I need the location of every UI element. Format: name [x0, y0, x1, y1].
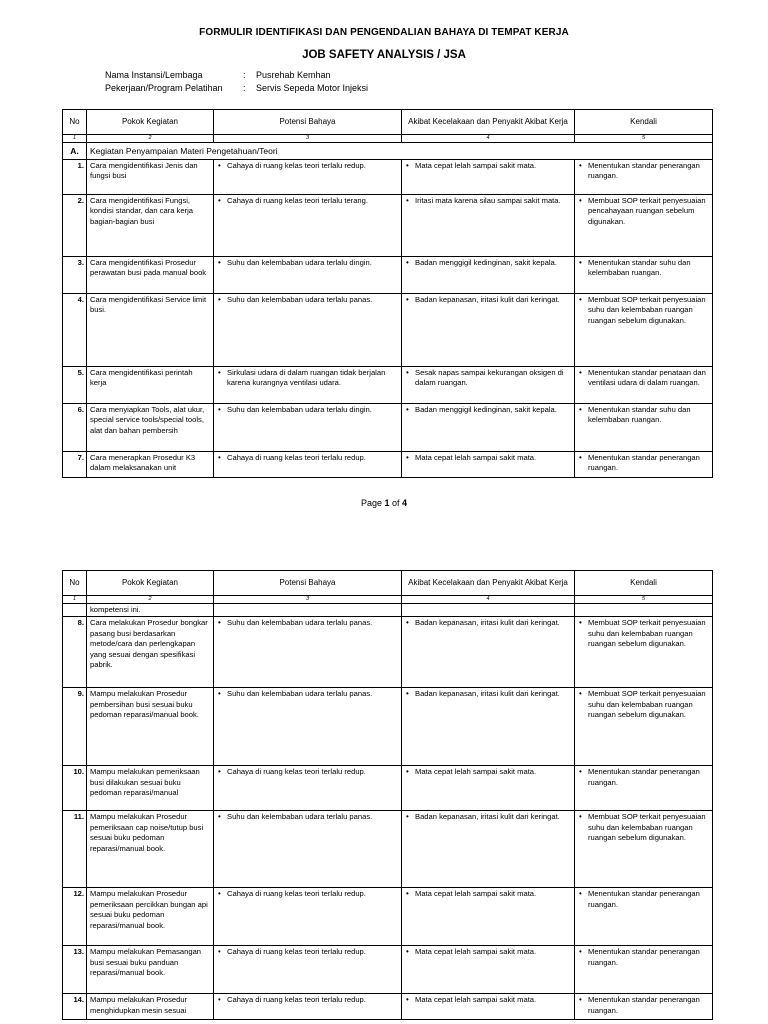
page-total: 4	[402, 498, 408, 508]
continuation-text: kompetensi ini.	[87, 604, 214, 617]
row-kegiatan	[87, 367, 214, 404]
row-kendali-text: • Menentukan standar penerangan ruangan.	[578, 995, 709, 1016]
row-kegiatan-text: Mampu melakukan Prosedur pemeriksaan percikkan bungan api sesuai buku pedoman reparasi/manual book.	[90, 889, 208, 930]
row-number-text: 3.	[77, 258, 84, 267]
row-akibat-text: • Mata cepat lelah sampai sakit mata.	[405, 161, 571, 171]
row-kendali-text: • Membuat SOP terkait penyesuaian suhu dan kelembaban ruangan ruangan sebelum digunakan.	[578, 689, 709, 720]
page-current: 1	[384, 498, 390, 508]
col-index: 3	[214, 596, 402, 604]
row-number	[63, 811, 87, 888]
row-kendali	[575, 452, 713, 478]
row-akibat	[402, 811, 575, 888]
page-footer	[0, 498, 768, 508]
row-bahaya-text: • Cahaya di ruang kelas teori terlalu redup.	[217, 767, 398, 777]
row-kendali	[575, 257, 713, 294]
row-bahaya	[214, 766, 402, 811]
row-kegiatan-text: Cara mengidentifikasi Jenis dan fungsi busi	[90, 161, 198, 181]
row-kegiatan	[87, 294, 214, 367]
row-number	[63, 888, 87, 946]
col-header-kegiatan: Pokok Kegiatan	[87, 110, 214, 135]
row-akibat	[402, 294, 575, 367]
row-kendali	[575, 888, 713, 946]
row-kendali	[575, 367, 713, 404]
row-kendali-text: • Membuat SOP terkait penyesuaian suhu dan kelembaban ruangan ruangan sebelum digunakan.	[578, 295, 709, 326]
form-title: FORMULIR IDENTIFIKASI DAN PENGENDALIAN BAHAYA DI TEMPAT KERJA	[199, 27, 569, 38]
row-bahaya	[214, 811, 402, 888]
row-kegiatan-text: Mampu melakukan Pemasangan busi sesuai buku panduan reparasi/manual book.	[90, 947, 202, 978]
row-akibat	[402, 452, 575, 478]
row-number-text: 12.	[73, 889, 84, 899]
row-kendali	[575, 294, 713, 367]
row-kegiatan	[87, 766, 214, 811]
row-number	[63, 946, 87, 994]
row-bahaya-text: • Sirkulasi udara di dalam ruangan tidak berjalan karena kurangnya ventilasi udara.	[217, 368, 398, 389]
table-row	[63, 367, 713, 404]
row-kegiatan	[87, 688, 214, 766]
row-kegiatan	[87, 888, 214, 946]
row-kegiatan	[87, 811, 214, 888]
row-kendali-text: • Menentukan standar penerangan ruangan.	[578, 947, 709, 968]
row-kegiatan-text: Mampu melakukan Prosedur pemeriksaan cap noise/tutup busi sesuai buku pedoman reparasi/manual book.	[90, 812, 204, 853]
row-akibat-text: • Mata cepat lelah sampai sakit mata.	[405, 947, 571, 957]
meta-key: Nama Instansi/Lembaga	[105, 70, 203, 80]
page-prefix: Page	[360, 498, 385, 508]
row-bahaya-text: • Suhu dan kelembaban udara terlalu panas.	[217, 812, 398, 822]
col-index: 1	[63, 596, 87, 604]
row-kendali-text: • Membuat SOP terkait penyesuaian suhu dan kelembaban ruangan ruangan sebelum digunakan.	[578, 618, 709, 649]
section-title: Kegiatan Penyampaian Materi Pengetahuan/Teori	[87, 143, 713, 160]
col-index: 4	[402, 596, 575, 604]
row-kegiatan	[87, 404, 214, 452]
row-akibat	[402, 160, 575, 195]
row-kendali-text: • Menentukan standar penerangan ruangan.	[578, 161, 709, 182]
row-bahaya-text: • Cahaya di ruang kelas teori terlalu redup.	[217, 453, 398, 463]
col-header-akibat: Akibat Kecelakaan dan Penyakit Akibat Kerja	[402, 571, 575, 596]
row-bahaya	[214, 888, 402, 946]
col-header-no: No	[63, 571, 87, 596]
col-header-no: No	[63, 110, 87, 135]
row-bahaya	[214, 946, 402, 994]
row-kendali-text: • Menentukan standar penerangan ruangan.	[578, 889, 709, 910]
empty-cell	[575, 604, 713, 617]
table-row	[63, 811, 713, 888]
row-number-text: 14.	[73, 995, 84, 1005]
row-number	[63, 452, 87, 478]
row-number-text: 13.	[73, 947, 84, 957]
row-akibat	[402, 257, 575, 294]
row-bahaya-text: • Cahaya di ruang kelas teori terlalu terang.	[217, 196, 398, 206]
table-row	[63, 160, 713, 195]
row-number	[63, 367, 87, 404]
row-kegiatan	[87, 195, 214, 257]
row-kegiatan	[87, 946, 214, 994]
table-row	[63, 195, 713, 257]
row-kendali	[575, 617, 713, 688]
row-akibat-text: • Badan kepanasan, iritasi kulit dari keringat.	[405, 812, 571, 822]
row-kegiatan	[87, 617, 214, 688]
page-middle: of	[389, 498, 403, 508]
col-header-bahaya: Potensi Bahaya	[214, 110, 402, 135]
table-row	[63, 688, 713, 766]
empty-cell	[402, 604, 575, 617]
meta-value: Pusrehab Kemhan	[256, 70, 331, 80]
row-number-text: 11.	[73, 812, 84, 822]
row-akibat	[402, 404, 575, 452]
table-row	[63, 452, 713, 478]
row-kegiatan-text: Mampu melakukan pemeriksaan busi dilakukan sesuai buku pedoman reparasi/manual	[90, 767, 200, 798]
col-index: 2	[87, 135, 214, 143]
row-bahaya-text: • Suhu dan kelembaban udara terlalu panas.	[217, 618, 398, 628]
col-index: 4	[402, 135, 575, 143]
row-bahaya-text: • Cahaya di ruang kelas teori terlalu redup.	[217, 889, 398, 899]
row-number	[63, 294, 87, 367]
row-number-text: 9.	[77, 689, 84, 699]
row-kendali	[575, 811, 713, 888]
row-akibat-text: • Iritasi mata karena silau sampai sakit mata.	[405, 196, 571, 206]
meta-row-instansi	[105, 70, 331, 80]
empty-cell	[214, 604, 402, 617]
col-index: 3	[214, 135, 402, 143]
row-kegiatan-text: Cara mengidentifikasi Fungsi, kondisi standar, dan cara kerja bagian-bagian busi	[90, 196, 193, 226]
table-row	[63, 404, 713, 452]
row-number	[63, 766, 87, 811]
row-akibat	[402, 994, 575, 1020]
col-index: 5	[575, 135, 713, 143]
col-index: 2	[87, 596, 214, 604]
col-header-akibat: Akibat Kecelakaan dan Penyakit Akibat Kerja	[402, 110, 575, 135]
row-kegiatan-text: Cara mengidentifikasi perintah kerja	[90, 368, 193, 388]
row-akibat-text: • Mata cepat lelah sampai sakit mata.	[405, 453, 571, 463]
table-row	[63, 257, 713, 294]
row-akibat	[402, 195, 575, 257]
row-kegiatan	[87, 452, 214, 478]
table-row	[63, 888, 713, 946]
jsa-table-page-1	[62, 109, 713, 478]
row-kegiatan-text: Mampu melakukan Prosedur pembersihan busi sesuai buku pedoman reparasi/manual book.	[90, 689, 199, 720]
table-row	[63, 294, 713, 367]
row-kendali	[575, 195, 713, 257]
row-akibat-text: • Mata cepat lelah sampai sakit mata.	[405, 995, 571, 1005]
row-kendali	[575, 404, 713, 452]
row-kegiatan	[87, 257, 214, 294]
row-akibat-text: • Badan menggigil kedinginan, sakit kepala.	[405, 258, 571, 268]
row-kegiatan-text: Cara menyiapkan Tools, alat ukur, special service tools/special tools, alat dan bahan pembersih	[90, 405, 205, 435]
jsa-table-page-2	[62, 570, 713, 1020]
row-akibat	[402, 367, 575, 404]
form-subtitle: JOB SAFETY ANALYSIS / JSA	[302, 49, 466, 61]
row-number	[63, 195, 87, 257]
row-kegiatan-text: Mampu melakukan Prosedur menghidupkan mesin sesuai	[90, 995, 188, 1015]
meta-row-pekerjaan	[105, 83, 368, 93]
row-bahaya	[214, 160, 402, 195]
row-number-text: 5.	[77, 368, 84, 377]
row-number-text: 4.	[77, 295, 84, 304]
row-kegiatan-text: Cara menerapkan Prosedur K3 dalam melaksanakan unit	[90, 453, 196, 473]
row-akibat-text: • Badan kepanasan, iritasi kulit dari keringat.	[405, 295, 571, 305]
row-kendali-text: • Menentukan standar penerangan ruangan.	[578, 453, 709, 474]
row-kendali	[575, 688, 713, 766]
table-row	[63, 766, 713, 811]
col-header-bahaya: Potensi Bahaya	[214, 571, 402, 596]
row-bahaya-text: • Suhu dan kelembaban udara terlalu panas.	[217, 295, 398, 305]
row-bahaya	[214, 617, 402, 688]
row-kendali	[575, 946, 713, 994]
row-number	[63, 688, 87, 766]
row-bahaya-text: • Suhu dan kelembaban udara terlalu dingin.	[217, 405, 398, 415]
row-bahaya-text: • Cahaya di ruang kelas teori terlalu redup.	[217, 161, 398, 171]
row-kegiatan-text: Cara mengidentifikasi Prosedur perawatan busi pada manual book	[90, 258, 207, 278]
row-akibat	[402, 766, 575, 811]
row-kegiatan-text: Cara mengidentifikasi Service limit busi.	[90, 295, 207, 315]
row-kendali-text: • Menentukan standar penataan dan ventilasi udara di dalam ruangan.	[578, 368, 709, 389]
row-bahaya	[214, 257, 402, 294]
row-number-text: 7.	[77, 453, 84, 462]
continuation-no	[63, 604, 87, 617]
row-akibat	[402, 946, 575, 994]
table-row	[63, 946, 713, 994]
col-index: 1	[63, 135, 87, 143]
row-bahaya	[214, 404, 402, 452]
col-header-kendali: Kendali	[575, 571, 713, 596]
row-kendali-text: • Membuat SOP terkait penyesuaian suhu dan kelembaban ruangan ruangan sebelum digunakan.	[578, 812, 709, 843]
row-akibat	[402, 617, 575, 688]
row-kendali	[575, 994, 713, 1020]
row-number	[63, 404, 87, 452]
row-kendali-text: • Menentukan standar suhu dan kelembaban ruangan.	[578, 258, 709, 279]
table-row	[63, 994, 713, 1020]
row-akibat-text: • Badan menggigil kedinginan, sakit kepala.	[405, 405, 571, 415]
row-number	[63, 994, 87, 1020]
meta-colon: :	[243, 70, 246, 80]
row-kendali	[575, 766, 713, 811]
row-bahaya	[214, 195, 402, 257]
row-number-text: 8.	[77, 618, 84, 628]
row-kendali	[575, 160, 713, 195]
row-akibat-text: • Mata cepat lelah sampai sakit mata.	[405, 767, 571, 777]
row-kegiatan	[87, 994, 214, 1020]
row-bahaya	[214, 994, 402, 1020]
row-kendali-text: • Menentukan standar suhu dan kelembaban ruangan.	[578, 405, 709, 426]
row-kegiatan	[87, 160, 214, 195]
row-akibat-text: • Sesak napas sampai kekurangan oksigen di dalam ruangan.	[405, 368, 571, 389]
row-number	[63, 617, 87, 688]
row-bahaya-text: • Suhu dan kelembaban udara terlalu panas.	[217, 689, 398, 699]
row-kendali-text: • Membuat SOP terkait penyesuaian pencahayaan ruangan sebelum digunakan.	[578, 196, 709, 227]
row-bahaya-text: • Cahaya di ruang kelas teori terlalu redup.	[217, 995, 398, 1005]
row-akibat	[402, 888, 575, 946]
row-number-text: 6.	[77, 405, 84, 414]
row-number-text: 1.	[77, 161, 84, 170]
col-header-kegiatan: Pokok Kegiatan	[87, 571, 214, 596]
row-kegiatan-text: Cara melakukan Prosedur bongkar pasang busi berdasarkan metode/cara dan perlengkapan yang sesuai dengan spesifikasi pabrik.	[90, 618, 208, 670]
meta-colon: :	[243, 83, 246, 93]
meta-key: Pekerjaan/Program Pelatihan	[105, 83, 223, 93]
section-number: A.	[63, 143, 87, 160]
col-index: 5	[575, 596, 713, 604]
row-number	[63, 257, 87, 294]
row-bahaya-text: • Cahaya di ruang kelas teori terlalu redup.	[217, 947, 398, 957]
meta-value: Servis Sepeda Motor Injeksi	[256, 83, 369, 93]
table-row	[63, 617, 713, 688]
row-number	[63, 160, 87, 195]
row-number-text: 2.	[77, 196, 84, 205]
row-bahaya	[214, 452, 402, 478]
row-akibat-text: • Badan kepanasan, iritasi kulit dari keringat.	[405, 618, 571, 628]
col-header-kendali: Kendali	[575, 110, 713, 135]
row-number-text: 10.	[73, 767, 84, 777]
row-bahaya-text: • Suhu dan kelembaban udara terlalu dingin.	[217, 258, 398, 268]
row-akibat-text: • Badan kepanasan, iritasi kulit dari keringat.	[405, 689, 571, 699]
row-bahaya	[214, 294, 402, 367]
row-kendali-text: • Menentukan standar penerangan ruangan.	[578, 767, 709, 788]
row-bahaya	[214, 688, 402, 766]
row-akibat	[402, 688, 575, 766]
row-bahaya	[214, 367, 402, 404]
row-akibat-text: • Mata cepat lelah sampai sakit mata.	[405, 889, 571, 899]
